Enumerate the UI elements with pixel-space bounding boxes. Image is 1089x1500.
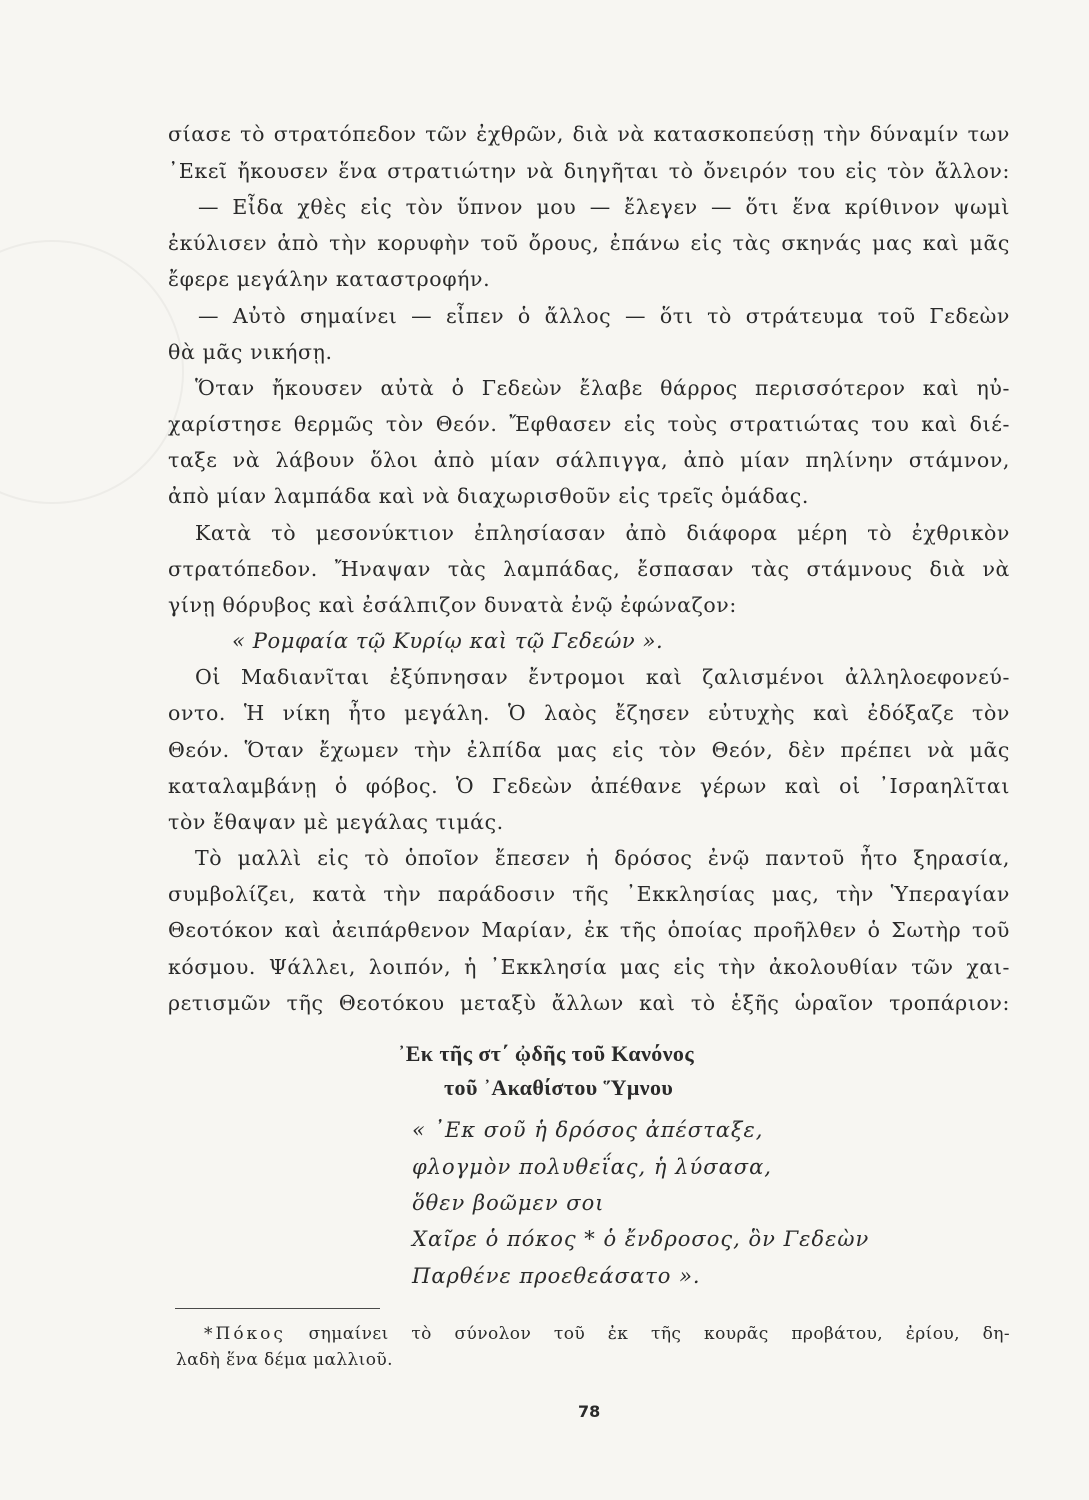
body-line: στρατόπεδον. Ἤναψαν τὰς λαμπάδας, ἔσπασαν τὰς στάμνους διὰ νὰ [168,557,1010,581]
body-line: ἔφερε μεγάλην καταστροφήν. [168,267,491,291]
body-line: κόσμου. Ψάλλει, λοιπόν, ἡ ᾿Εκκλησία μας εἰς τὴν ἀκολουθίαν τῶν χαι- [168,955,1010,979]
body-line: ταξε νὰ λάβουν ὅλοι ἀπὸ μίαν σάλπιγγα, ἀπὸ μίαν πηλίνην στάμνον, [168,448,1010,472]
body-line: Τὸ μαλλὶ εἰς τὸ ὁποῖον ἔπεσεν ἡ δρόσος ἐνῷ παντοῦ ἦτο ξηρασία, [195,846,1010,870]
hymn-verse: « ᾿Εκ σοῦ ἡ δρόσος ἀπέσταξε, [412,1118,764,1142]
body-line: — Εἶδα χθὲς εἰς τὸν ὕπνον μου — ἔλεγεν — ὅτι ἕνα κρίθινον ψωμὶ [198,195,1010,219]
body-line: Θεοτόκον καὶ ἀειπάρθενον Μαρίαν, ἐκ τῆς ὁποίας προῆλθεν ὁ Σωτὴρ τοῦ [168,918,1010,942]
footnote-term: *Πόκος [204,1324,286,1344]
hymn-subheading: τοῦ ᾿Ακαθίστου Ὕμνου [444,1075,674,1100]
body-line: γίνῃ θόρυβος καὶ ἐσάλπιζον δυνατὰ ἐνῷ ἐφώναζον: [168,593,737,617]
body-line: χαρίστησε θερμῶς τὸν Θεόν. Ἔφθασεν εἰς τοὺς στρατιώτας του καὶ διέ- [168,412,1010,436]
body-line: ἀπὸ μίαν λαμπάδα καὶ νὰ διαχωρισθοῦν εἰς τρεῖς ὁμάδας. [168,484,809,508]
body-line: Ὅταν ἤκουσεν αὐτὰ ὁ Γεδεὼν ἔλαβε θάρρος περισσότερον καὶ ηὐ- [195,376,1010,400]
hymn-verse: ὅθεν βοῶμεν σοι [412,1191,605,1215]
footnote-line [204,1322,1010,1346]
hymn-heading: ᾿Εκ τῆς στ΄ ᾠδῆς τοῦ Κανόνος [398,1041,695,1066]
body-line: συμβολίζει, κατὰ τὴν παράδοσιν τῆς ᾿Εκκλησίας μας, τὴν Ὑπεραγίαν [168,882,1010,906]
bleed-through-stamp [0,240,184,504]
body-line: Οἱ Μαδιανῖται ἐξύπνησαν ἔντρομοι καὶ ζαλισμένοι ἀλληλοεφονεύ- [195,665,1010,689]
hymn-verse: Χαῖρε ὁ πόκος * ὁ ἔνδροσος, ὃν Γεδεὼν [412,1227,870,1251]
body-line: θὰ μᾶς νικήσῃ. [168,340,333,364]
body-line: τὸν ἔθαψαν μὲ μεγάλας τιμάς. [168,810,504,834]
body-line: ᾿Εκεῖ ἤκουσεν ἕνα στρατιώτην νὰ διηγῆται τὸ ὄνειρόν του εἰς τὸν ἄλλον: [168,159,1010,183]
body-line: — Αὐτὸ σημαίνει — εἶπεν ὁ ἄλλος — ὅτι τὸ στράτευμα τοῦ Γεδεὼν [198,304,1010,328]
body-line: καταλαμβάνῃ ὁ φόβος. Ὁ Γεδεὼν ἀπέθανε γέρων καὶ οἱ ᾿Ισραηλῖται [168,774,1010,798]
body-line: ἐκύλισεν ἀπὸ τὴν κορυφὴν τοῦ ὄρους, ἐπάνω εἰς τὰς σκηνάς μας καὶ μᾶς [168,231,1010,255]
body-line: Κατὰ τὸ μεσονύκτιον ἐπλησίασαν ἀπὸ διάφορα μέρη τὸ ἐχθρικὸν [195,521,1010,545]
page-number: 78 [578,1402,601,1421]
body-line: σίασε τὸ στρατόπεδον τῶν ἐχθρῶν, διὰ νὰ κατασκοπεύσῃ τὴν δύναμίν των [168,122,1010,146]
battle-cry-quote: « Ρομφαία τῷ Κυρίῳ καὶ τῷ Γεδεών ». [232,629,664,653]
body-line: Θεόν. Ὅταν ἔχωμεν τὴν ἐλπίδα μας εἰς τὸν Θεόν, δὲν πρέπει νὰ μᾶς [168,738,1010,762]
footnote-text: σημαίνει τὸ σύνολον τοῦ ἐκ τῆς κουρᾶς προβάτου, ἐρίου, δη- [308,1324,1010,1344]
hymn-verse: Παρθένε προεθεάσατο ». [412,1264,701,1288]
footnote-line: λαδὴ ἕνα δέμα μαλλιοῦ. [176,1350,393,1370]
footnote-divider [175,1308,380,1309]
body-line: ρετισμῶν τῆς Θεοτόκου μεταξὺ ἄλλων καὶ τὸ ἑξῆς ὡραῖον τροπάριον: [168,991,1010,1015]
hymn-verse: φλογμὸν πολυθεΐας, ἡ λύσασα, [412,1155,772,1179]
body-line: οντο. Ἡ νίκη ἦτο μεγάλη. Ὁ λαὸς ἔζησεν εὐτυχὴς καὶ ἐδόξαζε τὸν [168,701,1010,725]
